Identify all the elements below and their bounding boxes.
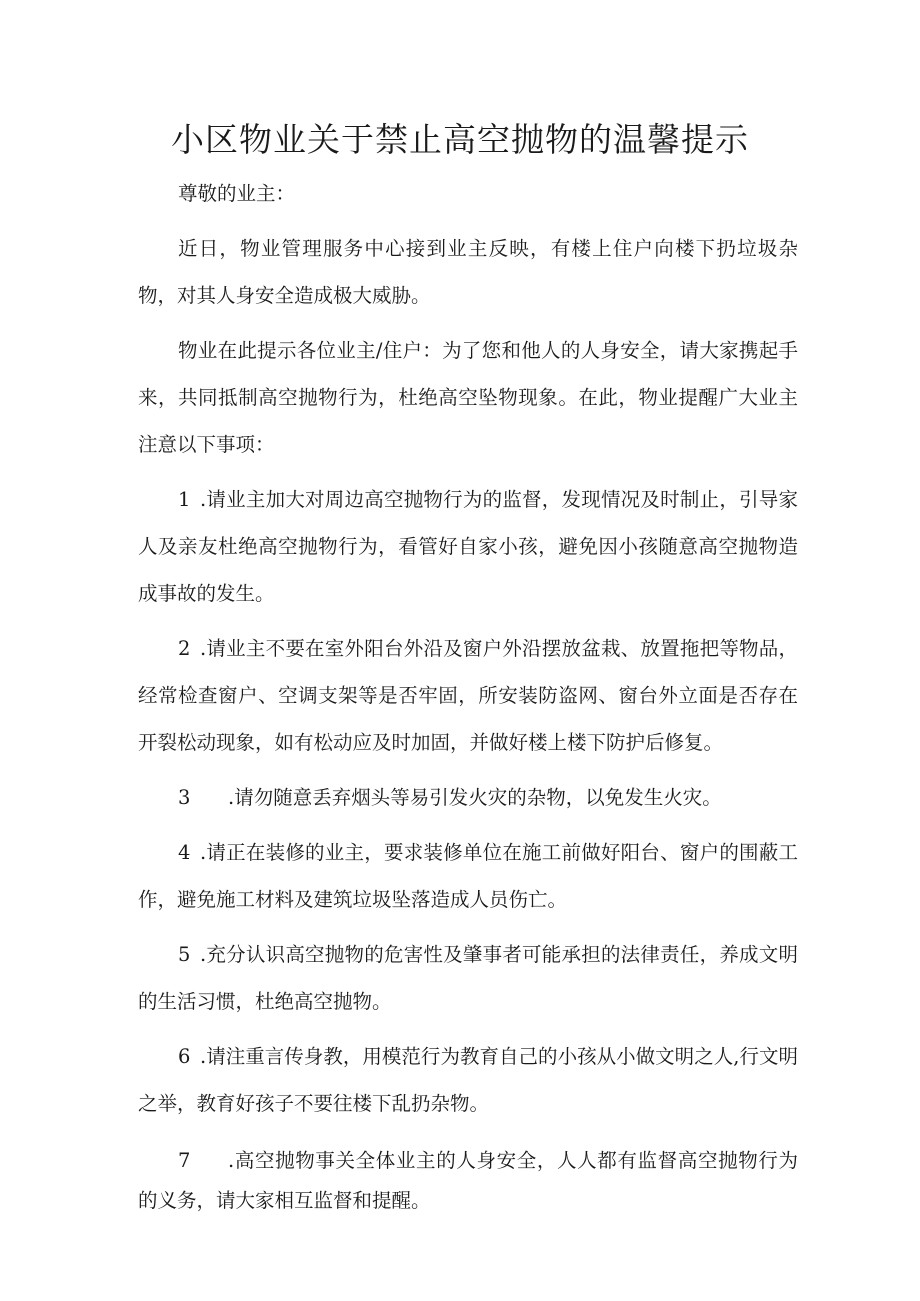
list-item-5 [138, 931, 798, 1025]
list-item-3 [138, 774, 798, 821]
item-text: .高空抛物事关全体业主的人身安全，人人都有监督高空抛物行为的义务，请大家相互监督和提醒。 [138, 1149, 798, 1212]
item-number: 2 [178, 637, 191, 660]
list-item-7 [138, 1141, 798, 1221]
item-number: 3 [178, 786, 191, 809]
item-text: .请业主不要在室外阳台外沿及窗户外沿摆放盆栽、放置拖把等物品，经常检查窗户、空调支架等是否牢固，所安装防盗网、窗台外立面是否存在开裂松动现象，如有松动应及时加固，并做好楼上楼下防护后修复。 [138, 637, 798, 754]
paragraph-notice: 物业在此提示各位业主/住户：为了您和他人的人身安全，请大家携起手来，共同抵制高空抛物行为，杜绝高空坠物现象。在此，物业提醒广大业主注意以下事项： [138, 339, 798, 456]
document-body [138, 170, 798, 1229]
salutation: 尊敬的业主： [178, 182, 296, 205]
item-number: 4 [178, 841, 191, 864]
item-text: .请注重言传身教，用模范行为教育自己的小孩从小做文明之人,行文明之举，教育好孩子不要往楼下乱扔杂物。 [138, 1045, 798, 1115]
item-text: .请业主加大对周边高空抛物行为的监督，发现情况及时制止，引导家人及亲友杜绝高空抛物行为，看管好自家小孩，避免因小孩随意高空抛物造成事故的发生。 [138, 488, 798, 605]
list-item-6 [138, 1033, 798, 1127]
item-number: 1 [178, 488, 191, 511]
item-text: .充分认识高空抛物的危害性及肇事者可能承担的法律责任，养成文明的生活习惯，杜绝高空抛物。 [138, 943, 798, 1013]
item-number: 7 [178, 1149, 191, 1172]
document-title: 小区物业关于禁止高空抛物的温馨提示 [171, 120, 749, 159]
list-item-4 [138, 829, 798, 923]
item-text: .请正在装修的业主，要求装修单位在施工前做好阳台、窗户的围蔽工作，避免施工材料及建筑垃圾坠落造成人员伤亡。 [138, 841, 798, 911]
list-item-1 [138, 476, 798, 617]
item-number: 5 [178, 943, 191, 966]
item-number: 6 [178, 1045, 191, 1068]
list-item-2 [138, 625, 798, 766]
item-text: .请勿随意丢弃烟头等易引发火灾的杂物，以免发生火灾。 [228, 786, 722, 809]
paragraph-intro: 近日，物业管理服务中心接到业主反映，有楼上住户向楼下扔垃圾杂物，对其人身安全造成极大威胁。 [138, 237, 798, 307]
